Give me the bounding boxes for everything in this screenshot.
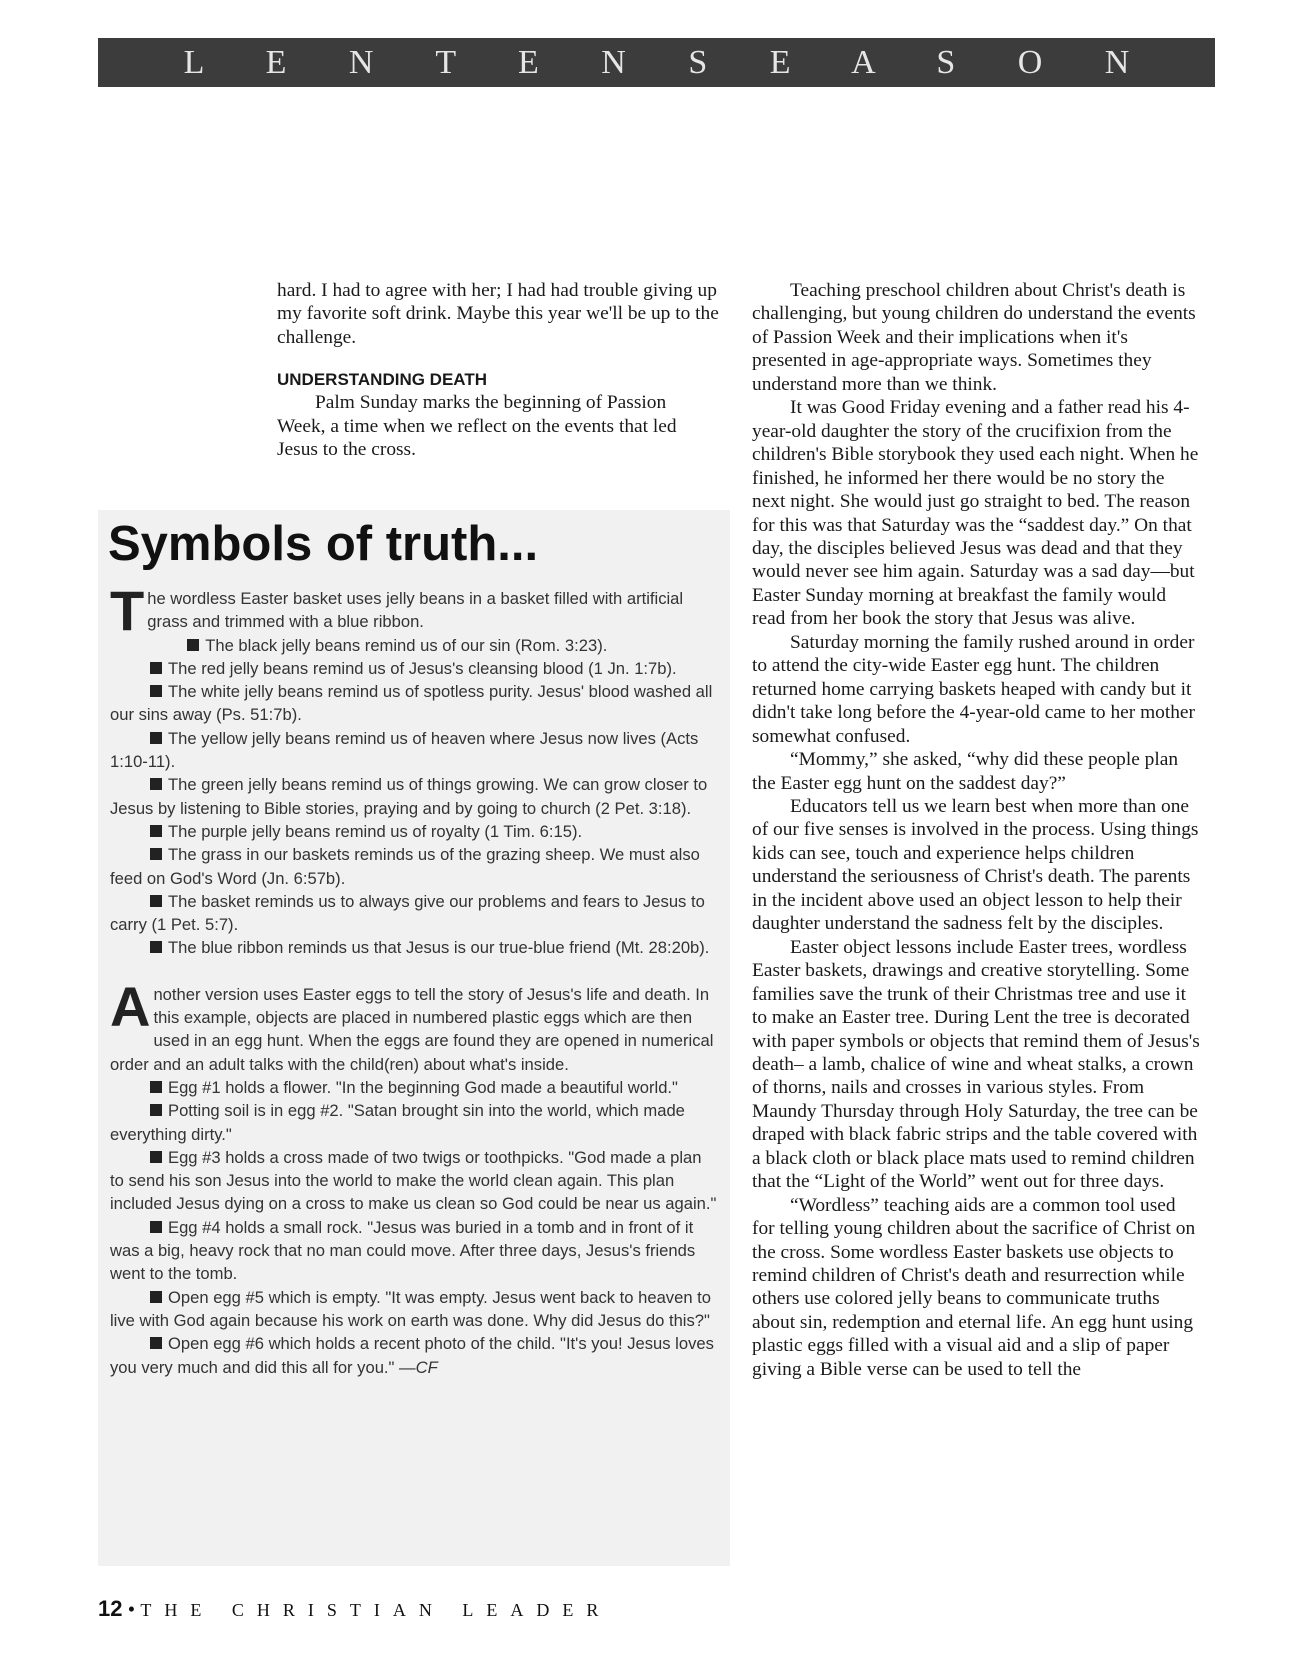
intro-continuation — [277, 279, 719, 461]
square-bullet-icon — [150, 662, 162, 674]
section-title: L E N T E N S E A S O N — [183, 43, 1157, 81]
body-paragraph: Saturday morning the family rushed around in order to attend the city-wide Easter egg hunt. The children returned home carrying baskets heaped with candy but it didn't take long before the 4-year-old came to her mother somewhat confused. — [752, 631, 1195, 747]
list-item: The red jelly beans remind us of Jesus's cleansing blood (1 Jn. 1:7b). — [110, 657, 718, 680]
body-paragraph: It was Good Friday evening and a father read his 4-year-old daughter the story of the crucifixion from the children's Bible storybook they used each night. When he finished, he informed her there would be no story the next night. She would just go straight to bed. The reason for this was that Saturday was the “saddest day.” On that day, the disciples believed Jesus was dead and that they would never see him again. Saturday was a sad day—but Easter Sunday morning at breakfast the family would read from her book the story that Jesus was alive. — [752, 397, 1199, 630]
publication-name: THE CHRISTIAN LEADER — [140, 1600, 612, 1620]
page-number: 12 — [98, 1596, 123, 1621]
drop-cap: T — [110, 579, 145, 642]
list-item: The purple jelly beans remind us of royalty (1 Tim. 6:15). — [110, 820, 718, 843]
square-bullet-icon — [150, 778, 162, 790]
square-bullet-icon — [150, 1291, 162, 1303]
list-item: The white jelly beans remind us of spotless purity. Jesus' blood washed all our sins away (Ps. 51:7b). — [110, 682, 713, 725]
square-bullet-icon — [150, 1221, 162, 1233]
square-bullet-icon — [150, 848, 162, 860]
body-paragraph: Teaching preschool children about Christ's death is challenging, but young children do understand the events of Passion Week and their implications when it's presented in age-appropriate ways. Sometimes they understand more than we think. — [752, 280, 1196, 395]
body-paragraph: Easter object lessons include Easter trees, wordless Easter baskets, drawings and creative storytelling. Some families save the trunk of their Christmas tree and use it to make an Easter tree. During Lent the tree is decorated with paper symbols or objects that remind them of Jesus's death– a lamb, chalice of wine and wheat stalks, a crown of thorns, nails and crosses in various styles. From Maundy Thursday through Holy Saturday, the tree can be draped with black fabric strips and the table covered with a black cloth or black place mats used to remind children that the “Light of the World” went out for three days. — [752, 936, 1200, 1193]
square-bullet-icon — [150, 685, 162, 697]
section-header-bar — [98, 38, 1215, 87]
jelly-bean-list — [110, 634, 718, 960]
square-bullet-icon — [150, 895, 162, 907]
author-signature: —CF — [394, 1357, 438, 1377]
list-item: The grass in our baskets reminds us of the grazing sheep. We must also feed on God's Word (Jn. 6:57b). — [110, 845, 700, 888]
list-item: The basket reminds us to always give our problems and fears to Jesus to carry (1 Pet. 5:7). — [110, 891, 705, 935]
drop-cap: A — [110, 974, 151, 1038]
list-item: The yellow jelly beans remind us of heaven where Jesus now lives (Acts 1:10-11). — [110, 728, 699, 772]
list-item: Open egg #6 which holds a recent photo of the child. "It's you! Jesus loves you very much and did this all for you." —CF — [110, 1334, 714, 1377]
sidebar-title: Symbols of truth... — [108, 517, 539, 571]
list-item: The black jelly beans remind us of our sin (Rom. 3:23). — [110, 634, 718, 657]
list-item: Open egg #5 which is empty. "It was empty. Jesus went back to heaven to live with God again because his work on earth was done. Why did Jesus do this?" — [110, 1287, 712, 1330]
right-column — [752, 279, 1200, 1381]
body-paragraph: “Wordless” teaching aids are a common tool used for telling young children about the sacrifice of Christ on the cross. Some wordless Easter baskets use objects to remind children of Christ's death and resurrection while others use colored jelly beans to communicate truths about sin, redemption and eternal life. An egg hunt using plastic eggs filled with a visual aid and a slip of paper giving a Bible verse can be used to tell the — [752, 1194, 1196, 1380]
square-bullet-icon — [150, 1337, 162, 1349]
body-paragraph: Palm Sunday marks the beginning of Passion Week, a time when we reflect on the events that led Jesus to the cross. — [277, 392, 677, 461]
list-item: Egg #4 holds a small rock. "Jesus was buried in a tomb and in front of it was a big, heavy rock that no man could move. After three days, Jesus's friends went to the tomb. — [110, 1217, 696, 1284]
square-bullet-icon — [150, 1104, 162, 1116]
square-bullet-icon — [187, 639, 199, 651]
square-bullet-icon — [150, 1081, 162, 1093]
continued-paragraph: hard. I had to agree with her; I had had trouble giving up my favorite soft drink. Maybe this year we'll be up to the challenge. — [277, 280, 719, 348]
sidebar-para2: Another version uses Easter eggs to tell the story of Jesus's life and death. In this example, objects are placed in numbered plastic eggs which are then used in an egg hunt. When the eggs are found they are opened in numerical order and an adult talks with the child(ren) about what's inside. — [110, 974, 714, 1074]
sidebar-box — [98, 510, 730, 1566]
section-heading: UNDERSTANDING DEATH — [277, 370, 487, 390]
square-bullet-icon — [150, 1151, 162, 1163]
list-item: The blue ribbon reminds us that Jesus is our true-blue friend (Mt. 28:20b). — [110, 936, 718, 959]
page-footer: 12 • THE CHRISTIAN LEADER — [98, 1596, 612, 1621]
egg-list — [110, 1076, 718, 1379]
list-item: Potting soil is in egg #2. "Satan brought sin into the world, which made everything dirty." — [110, 1101, 685, 1144]
body-paragraph: Educators tell us we learn best when more than one of our five senses is involved in the process. Using things kids can see, touch and experience helps children understand the seriousness of Christ's death. The parents in the incident above used an object lesson to help their daughter understand the sadness felt by the disciples. — [752, 795, 1199, 935]
list-item: The green jelly beans remind us of things growing. We can grow closer to Jesus by listening to Bible stories, praying and by going to church (2 Pet. 3:18). — [110, 775, 708, 818]
square-bullet-icon — [150, 825, 162, 837]
list-item: Egg #3 holds a cross made of two twigs or toothpicks. "God made a plan to send his son Jesus into the world to make the world clean again. This plan included Jesus dying on a cross to make us clean so God could be near us again." — [110, 1147, 717, 1214]
list-item: Egg #1 holds a flower. "In the beginning God made a beautiful world." — [110, 1076, 718, 1099]
square-bullet-icon — [150, 941, 162, 953]
square-bullet-icon — [150, 732, 162, 744]
sidebar-intro: The wordless Easter basket uses jelly beans in a basket filled with artificial grass and trimmed with a blue ribbon. — [110, 579, 684, 642]
sidebar-body — [110, 579, 718, 1379]
body-paragraph: “Mommy,” she asked, “why did these people plan the Easter egg hunt on the saddest day?” — [752, 749, 1179, 794]
